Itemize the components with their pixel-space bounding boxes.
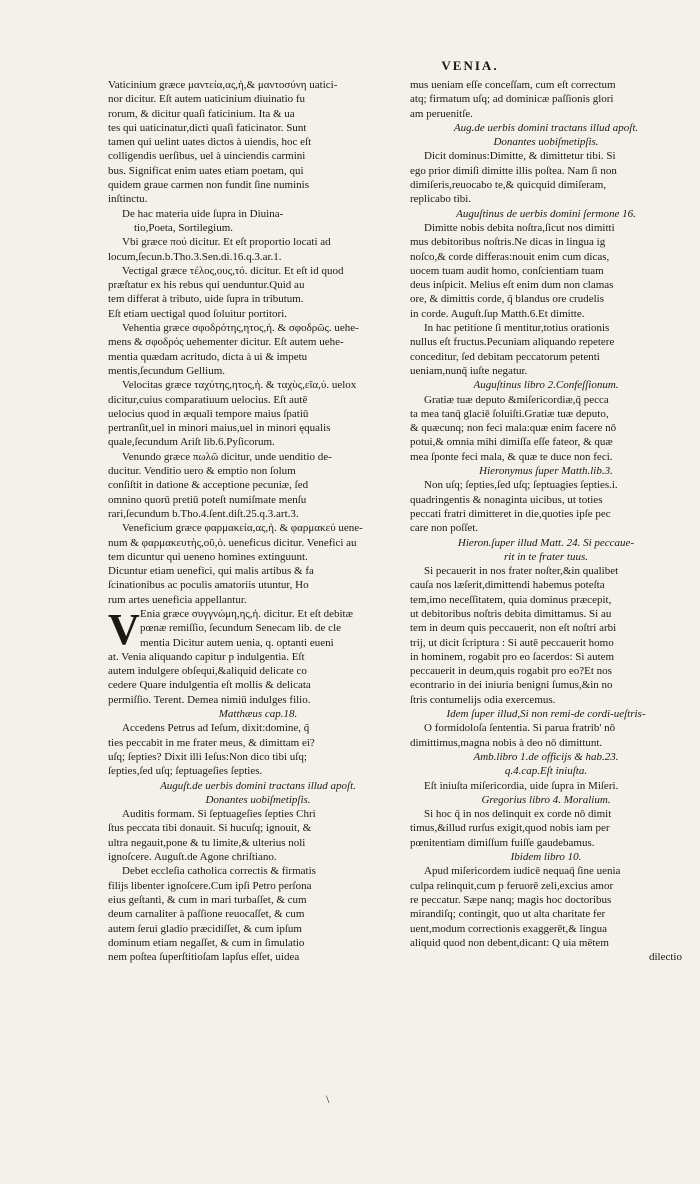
text-line: conſiſtit in datione & acceptione pecuniæ, ſed — [108, 479, 309, 492]
text-line: In hac petitione ſi mentitur,totius orationis — [424, 322, 610, 335]
text-line: mens & σφοδρός uehementer dicitur. Eſt autem uehe- — [108, 336, 344, 349]
text-line: & quæcunq; non feci mala:quæ enim facere nō — [410, 422, 617, 435]
text-line: deum carnaliter à paſſione reuocaſſet, & cum — [108, 908, 305, 921]
citation-line: Donantes uobiſmetipſis. — [493, 136, 599, 149]
text-line: Eſt iniuſta miſericordia, uide ſupra in Miſeri. — [424, 779, 619, 792]
citation-line: Gregorius libro 4. Moralium. — [481, 793, 611, 806]
venia-entry-lines — [108, 604, 408, 707]
text-line: ſtus peccata tibi donauit. Si hucuſq; ignouit, & — [108, 822, 312, 835]
citation-line: Hieronymus ſuper Matth.lib.3. — [479, 465, 613, 478]
text-line: rum artes ueneficia appellantur. — [108, 593, 247, 606]
right-column-lines — [410, 78, 682, 964]
text-line: O formidoloſa ſententia. Si parua fratrib' nō — [424, 722, 616, 735]
text-line: rorum, & dicitur quaſi faticinium. Ita & ua — [108, 107, 295, 120]
text-line: Velocitas græce ταχύτης,ητος,ἡ. & ταχὺς,εῖα,ύ. uelox — [122, 379, 357, 392]
text-line: am peruenitſe. — [410, 107, 473, 120]
text-line: mirandiſq; contingit, quo ut alta charitate fer — [410, 908, 606, 921]
text-line: locum,ſecun.b.Tho.3.Sen.di.16.q.3.ar.1. — [108, 250, 282, 263]
text-line: Non uſq; ſepties,ſed uſq; ſeptuagies ſepties.i. — [424, 479, 618, 492]
text-line: uelocius quod in æquali tempore maius ſpatiū — [108, 407, 309, 420]
text-line: timus,&illud rurſus exigit,quod nobis iam per — [410, 822, 610, 835]
citation-line: Auguſtinus de uerbis domini ſermone 16. — [456, 207, 636, 220]
text-line: pœnæ remiſſio, ſecundum Senecam lib. de cle — [140, 622, 342, 635]
citation-line: Amb.libro 1.de officijs & hab.23. — [473, 750, 619, 763]
text-line: filijs libenter ignoſcere.Cum ipſi Petro perſona — [108, 879, 312, 892]
text-line: pertranſit,uel in minori maius,uel in minori ęqualis — [108, 422, 331, 435]
text-line: ſcinationibus ac poculis amatoriis utuntur, Ho — [108, 579, 309, 592]
text-line: re peccatur. Sæpe nanq; magis hoc doctoribus — [410, 893, 612, 906]
citation-line: Auguſtinus libro 2.Confeſſionum. — [473, 379, 619, 392]
text-line: ta mea tanq̄ glaciē ſoluiſti.Gratiæ tuæ deputo, — [410, 407, 609, 420]
text-line: care non poſſet. — [410, 522, 479, 535]
citation-line: Ibidem libro 10. — [510, 851, 582, 864]
text-line: Dicit dominus:Dimitte, & dimittetur tibi. Si — [424, 150, 616, 163]
text-line: pœnitentiam dimiſſum fuiſſe gaudebamus. — [410, 836, 595, 849]
text-line: aliquid quod non debent,dicant: Q uia mētem — [410, 936, 609, 949]
text-line: omnino quorū pretiū poteſt numiſmate menſu — [108, 493, 307, 506]
text-line: peccauerit in deum,quis rogabit pro eo?Et nos — [410, 665, 612, 678]
text-line: ſtris contumelijs odia exercemus. — [410, 693, 556, 706]
text-line: Gratiæ tuæ deputo &miſericordiæ,q̄ pecca — [424, 393, 609, 406]
text-line: cauſa nos læſerit,dimittendi habemus poteſta — [410, 579, 605, 592]
citation-line: Donantes uobiſmetipſis. — [205, 793, 311, 806]
text-line: potui,& omnia mihi dimiſſa eſſe fateor, & quæ — [410, 436, 613, 449]
text-line: tem,imo neceſſitatem, quia dominus præcepit, — [410, 593, 612, 606]
text-line: uent,modum correctionis exaggerēt,& lingua — [410, 922, 608, 935]
left-column-lines-b — [108, 707, 408, 964]
text-line: nem poſtea ſuperſtitioſam lapſus eſſet, uidea — [108, 951, 300, 964]
text-line: mentis,ſecundum Gellium. — [108, 364, 226, 377]
text-line: Dicuntur etiam uenefici, qui malis artibus & fa — [108, 565, 314, 578]
text-line: quidem graue carmen non fundit ſine numinis — [108, 179, 310, 192]
text-line: tem dicuntur qui ueneno homines extinguunt. — [108, 550, 308, 563]
text-line: ultra negauit,pone & tu limite,& ulterius noli — [108, 836, 306, 849]
text-line: mentia quædam acritudo, dicta à ui & impetu — [108, 350, 308, 363]
text-line: rari,ſecundum b.Tho.4.ſent.diſt.25.q.3.art.3. — [108, 507, 299, 520]
citation-line: Matthæus cap.18. — [218, 708, 298, 721]
right-column — [410, 78, 682, 964]
text-line: noſco,& corde differas:nouit enim cum dicas, — [410, 250, 610, 263]
text-line: Accedens Petrus ad Ieſum, dixit:domine, q̄ — [122, 722, 310, 735]
text-line: Vectigal græce τέλος,ους,τό. dicitur. Et eſt id quod — [122, 264, 344, 277]
text-line: Veneficium græce φαρμακεία,ας,ἡ. & φαρμακεύ uene- — [122, 522, 363, 535]
text-line: inſtinctu. — [108, 193, 148, 206]
citation-line: Hieron.ſuper illud Matt. 24. Si peccaue- — [457, 536, 635, 549]
text-line: Auditis formam. Si ſeptuageſies ſepties Chri — [122, 808, 316, 821]
text-line: colligendis uerſibus, uel à uinciendis carmini — [108, 150, 306, 163]
text-line: nor dicitur. Eſt autem uaticinium diuinatio fu — [108, 93, 306, 106]
drop-cap: V — [108, 604, 140, 654]
citation-line: Auguſt.de uerbis domini tractans illud apoſt. — [160, 779, 356, 792]
text-line: trij, ut dicit ſcriptura : Si autē peccauerit homo — [410, 636, 614, 649]
text-line: num & φαρμακευτὴς,οῦ,ὁ. ueneficus dicitur. Venefici au — [108, 536, 357, 549]
text-line: tem in deum quis peccauerit, non eſt noſtri arbi — [410, 622, 617, 635]
text-line: ducitur. Venditio uero & emptio non ſolum — [108, 465, 296, 478]
text-line: econtrario in dei iniuria benigni ſumus,&in no — [410, 679, 613, 692]
text-line: quadringentis & nonaginta uicibus, ut toties — [410, 493, 603, 506]
text-line: bus. Significat enim uates etiam poetam, qui — [108, 164, 304, 177]
text-line: ignoſcere. Auguſt.de Agone chriſtiano. — [108, 851, 277, 864]
text-line: deus inſpicit. Melius eſt enim dum non clamas — [410, 279, 614, 292]
running-head: VENIA. — [441, 58, 499, 73]
text-line: Apud miſericordem iudicē nequaq̄ ſine uenia — [424, 865, 621, 878]
citation-line: rit in te frater tuus. — [503, 550, 589, 563]
text-line: dimiſeris,reuocabo te,& quicquid dimiſeram, — [410, 179, 607, 192]
text-line: uocem tuam audit homo, conſcientiam tuam — [410, 264, 604, 277]
text-line: Venundo græce πωλῶ dicitur, unde uenditio de- — [122, 450, 332, 463]
citation-line: Idem ſuper illud,Si non remi-de cordi-ueſtris- — [446, 708, 646, 721]
text-line: Enia græce συγγνώμη,ης,ἡ. dicitur. Et eſt debitæ — [140, 607, 353, 620]
text-line: atq; firmatum uſq; ad dominicæ paſſionis glori — [410, 93, 614, 106]
left-column-lines-a — [108, 78, 408, 607]
text-line: tes qui uaticinatur,dicti quaſi faticinator. Sunt — [108, 121, 307, 134]
text-line: permiſſio. Terent. Demea nimiū indulges filio. — [108, 693, 311, 706]
text-line: ego prior dimiſi dimitte illis poſtea. Nam ſi non — [410, 164, 617, 177]
text-line: quale,ſecundum Ariſt lib.6.Pyſicorum. — [108, 436, 275, 449]
text-line: peccati fratri dimitteret in die,quoties ipſe pec — [410, 507, 611, 520]
text-line: in hominem, rogabit pro eo ſacerdos: Si autem — [410, 650, 615, 663]
text-line: dicitur,cuius comparatiuum uelocius. Eſt autē — [108, 393, 308, 406]
text-line: ore, & dimittis corde, q̄ blandus ore crudelis — [410, 293, 604, 306]
text-line: nullus eſt fructus.Pecuniam aliquando repetere — [410, 336, 615, 349]
citation-line: Aug.de uerbis domini tractans illud apoſt. — [453, 121, 639, 134]
text-line: ſepties,ſed uſq; ſeptuageſies ſepties. — [108, 765, 263, 778]
venia-entry — [108, 604, 408, 707]
text-line: dimittimus,magna nobis à deo nō dimittunt. — [410, 736, 603, 749]
text-line: mus debitoribus noſtris.Ne dicas in lingua ig — [410, 236, 606, 249]
text-line: cedere Quare indulgentia eſt mollis & delicata — [108, 679, 311, 692]
text-line: Vaticinium græce μαντεία,ας,ἡ,& μαντοσύνη uatici- — [108, 79, 338, 91]
citation-line: q.4.cap.Eſt iniuſta. — [504, 765, 588, 778]
text-line: ut debitoribus noſtris debita dimittamus. Si au — [410, 607, 612, 620]
text-line: in corde. Auguſt.ſup Matth.6.Et dimitte. — [410, 307, 585, 320]
text-line: Debet eccleſia catholica correctis & firmatis — [122, 865, 316, 878]
text-line: ueniam,nunq̄ iuſte negatur. — [410, 364, 528, 377]
gutter-mark: \ — [326, 1092, 330, 1106]
text-line: ties peccabit in me frater meus, & dimittam ei? — [108, 736, 315, 749]
text-line: Vbi græce πού dicitur. Et eſt proportio locati ad — [122, 236, 331, 249]
text-line: De hac materia uide ſupra in Diuina- — [122, 207, 284, 220]
text-line: mea ſponte feci mala, & quæ te duce non feci. — [410, 450, 613, 463]
text-line: dilectio — [649, 951, 682, 964]
text-line: Vehentia græce σφοδρότης,ητος,ἡ. & σφοδρῶς. uehe- — [122, 322, 359, 335]
text-line: tem differat à tributo, uide ſupra in tributum. — [108, 293, 304, 306]
text-line: tio,Poeta, Sortilegium. — [134, 221, 233, 234]
text-line: autem indulgere obſequi,&aliquid delicate co — [108, 665, 307, 678]
text-line: replicabo tibi. — [410, 193, 472, 206]
text-line: at. Venia aliquando capitur p indulgentia. Eſt — [108, 650, 305, 663]
text-line: dominum etiam negaſſet, & cum in ſimulatio — [108, 936, 305, 949]
text-line: mentia Dicitur autem uenia, q. optanti eueni — [140, 636, 334, 649]
text-line: conceditur, ſed debitam peccatorum petenti — [410, 350, 600, 363]
left-column — [108, 78, 408, 964]
text-line: uſq; ſepties? Dixit illi Ieſus:Non dico tibi uſq; — [108, 750, 307, 763]
text-line: autem ſerui gladio præcidiſſet, & cum ipſum — [108, 922, 302, 935]
text-line: Si hoc q̄ in nos delinquit ex corde nō dimit — [424, 808, 612, 821]
text-line: culpa relinquit,cum p feruorē zeli,excius amor — [410, 879, 614, 892]
text-line: Si pecauerit in nos frater noſter,&in qualibet — [424, 565, 619, 578]
text-line: Eſt etiam uectigal quod ſoluitur portitori. — [108, 307, 288, 320]
text-line: mus ueniam eſſe conceſſam, cum eſt correctum — [410, 79, 616, 91]
text-line: eius geſtanti, & cum in mari turbaſſet, & cum — [108, 893, 307, 906]
text-line: præſtatur ex his rebus qui uenduntur.Quid au — [108, 279, 305, 292]
text-line: Dimitte nobis debita noſtra,ſicut nos dimitti — [424, 221, 615, 234]
text-line: tamen qui uelint uates dictos à uiendis, hoc eſt — [108, 136, 312, 149]
